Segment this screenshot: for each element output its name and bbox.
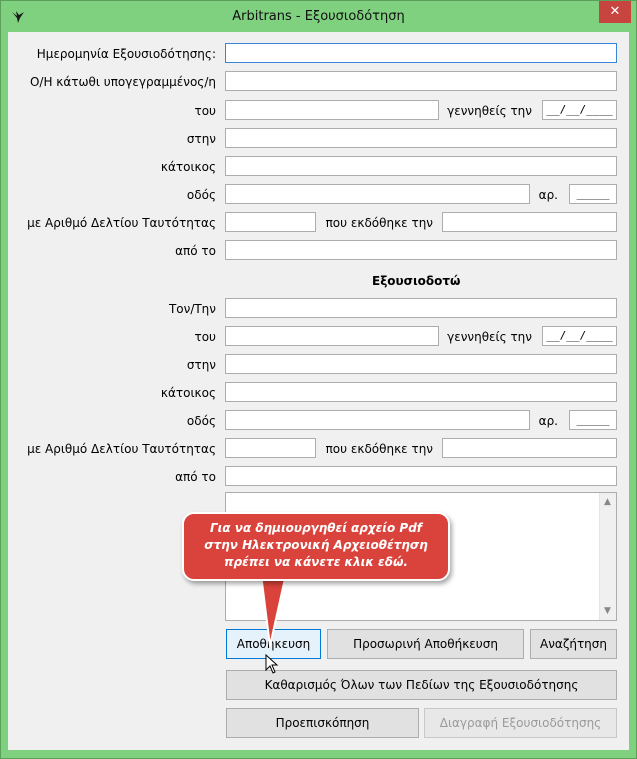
birthdate-input[interactable]: __/__/____ (542, 100, 617, 120)
window-title: Arbitrans - Εξουσιοδότηση (232, 9, 405, 24)
birthplace-label: στην (186, 132, 216, 146)
auth-street-label: οδός (186, 414, 216, 428)
close-button[interactable]: ✕ (599, 1, 631, 23)
undersigned-input[interactable] (225, 71, 617, 91)
callout-line-3: πρέπει να κάνετε κλικ εδώ. (224, 555, 408, 569)
auth-residence-input[interactable] (225, 382, 617, 402)
mouse-cursor-icon (265, 654, 279, 674)
auth-issued-by-label: από το (175, 470, 216, 484)
callout-line-2: στην Ηλεκτρονική Αρχειοθέτηση (204, 538, 428, 552)
textarea-scrollbar[interactable] (599, 493, 616, 620)
auth-birthdate-input[interactable]: __/__/____ (542, 326, 617, 346)
auth-issued-date-input[interactable] (442, 438, 617, 458)
issued-label: που εκδόθηκε την (325, 216, 433, 230)
search-button[interactable]: Αναζήτηση (530, 629, 617, 659)
birthdate-label: γεννηθείς την (447, 104, 532, 118)
father-label: του (194, 104, 216, 118)
auth-birthplace-label: στην (186, 358, 216, 372)
auth-birthplace-input[interactable] (225, 354, 617, 374)
street-input[interactable] (225, 184, 530, 204)
auth-father-input[interactable] (225, 326, 439, 346)
scroll-down-icon[interactable]: ▼ (604, 606, 611, 616)
save-button[interactable]: Αποθήκευση (226, 629, 321, 659)
number-input[interactable]: _____ (569, 184, 617, 204)
title-bar[interactable] (1, 1, 636, 32)
auth-residence-label: κάτοικος (160, 386, 216, 400)
street-label: οδός (186, 188, 216, 202)
auth-id-label: με Αριθμό Δελτίου Ταυτότητας (27, 442, 216, 456)
auth-id-input[interactable] (225, 438, 316, 458)
callout-pointer (256, 574, 306, 654)
issued-date-input[interactable] (442, 212, 617, 232)
temp-save-button[interactable]: Προσωρινή Αποθήκευση (327, 629, 524, 659)
auth-number-input[interactable]: _____ (569, 410, 617, 430)
id-label: με Αριθμό Δελτίου Ταυτότητας (27, 216, 216, 230)
auth-date-input[interactable] (225, 43, 617, 63)
delete-button: Διαγραφή Εξουσιοδότησης (424, 708, 617, 738)
clear-all-button[interactable]: Καθαρισμός Όλων των Πεδίων της Εξουσιοδότησης (226, 670, 617, 700)
auth-number-label: αρ. (538, 414, 558, 428)
residence-input[interactable] (225, 156, 617, 176)
scroll-up-icon[interactable]: ▲ (604, 497, 611, 507)
auth-birthdate-label: γεννηθείς την (447, 330, 532, 344)
residence-label: κάτοικος (160, 160, 216, 174)
issued-by-input[interactable] (225, 240, 617, 260)
callout-line-1: Για να δημιουργηθεί αρχείο Pdf (209, 521, 423, 535)
auth-street-input[interactable] (225, 410, 530, 430)
auth-issued-by-input[interactable] (225, 466, 617, 486)
number-label: αρ. (538, 188, 558, 202)
id-input[interactable] (225, 212, 316, 232)
callout-text (184, 520, 448, 571)
callout-bubble (182, 512, 450, 581)
auth-person-label: Τον/Την (168, 302, 216, 316)
issued-by-label: από το (175, 244, 216, 258)
auth-person-input[interactable] (225, 298, 617, 318)
undersigned-label: Ο/Η κάτωθι υπογεγραμμένος/η (29, 75, 216, 89)
auth-father-label: του (194, 330, 216, 344)
auth-issued-label: που εκδόθηκε την (325, 442, 433, 456)
auth-date-label: Ημερομηνία Εξουσιοδότησης: (36, 47, 216, 61)
father-input[interactable] (225, 100, 439, 120)
section-title: Εξουσιοδοτώ (372, 274, 461, 288)
preview-button[interactable]: Προεπισκόπηση (226, 708, 419, 738)
form-area (8, 32, 629, 750)
birthplace-input[interactable] (225, 128, 617, 148)
